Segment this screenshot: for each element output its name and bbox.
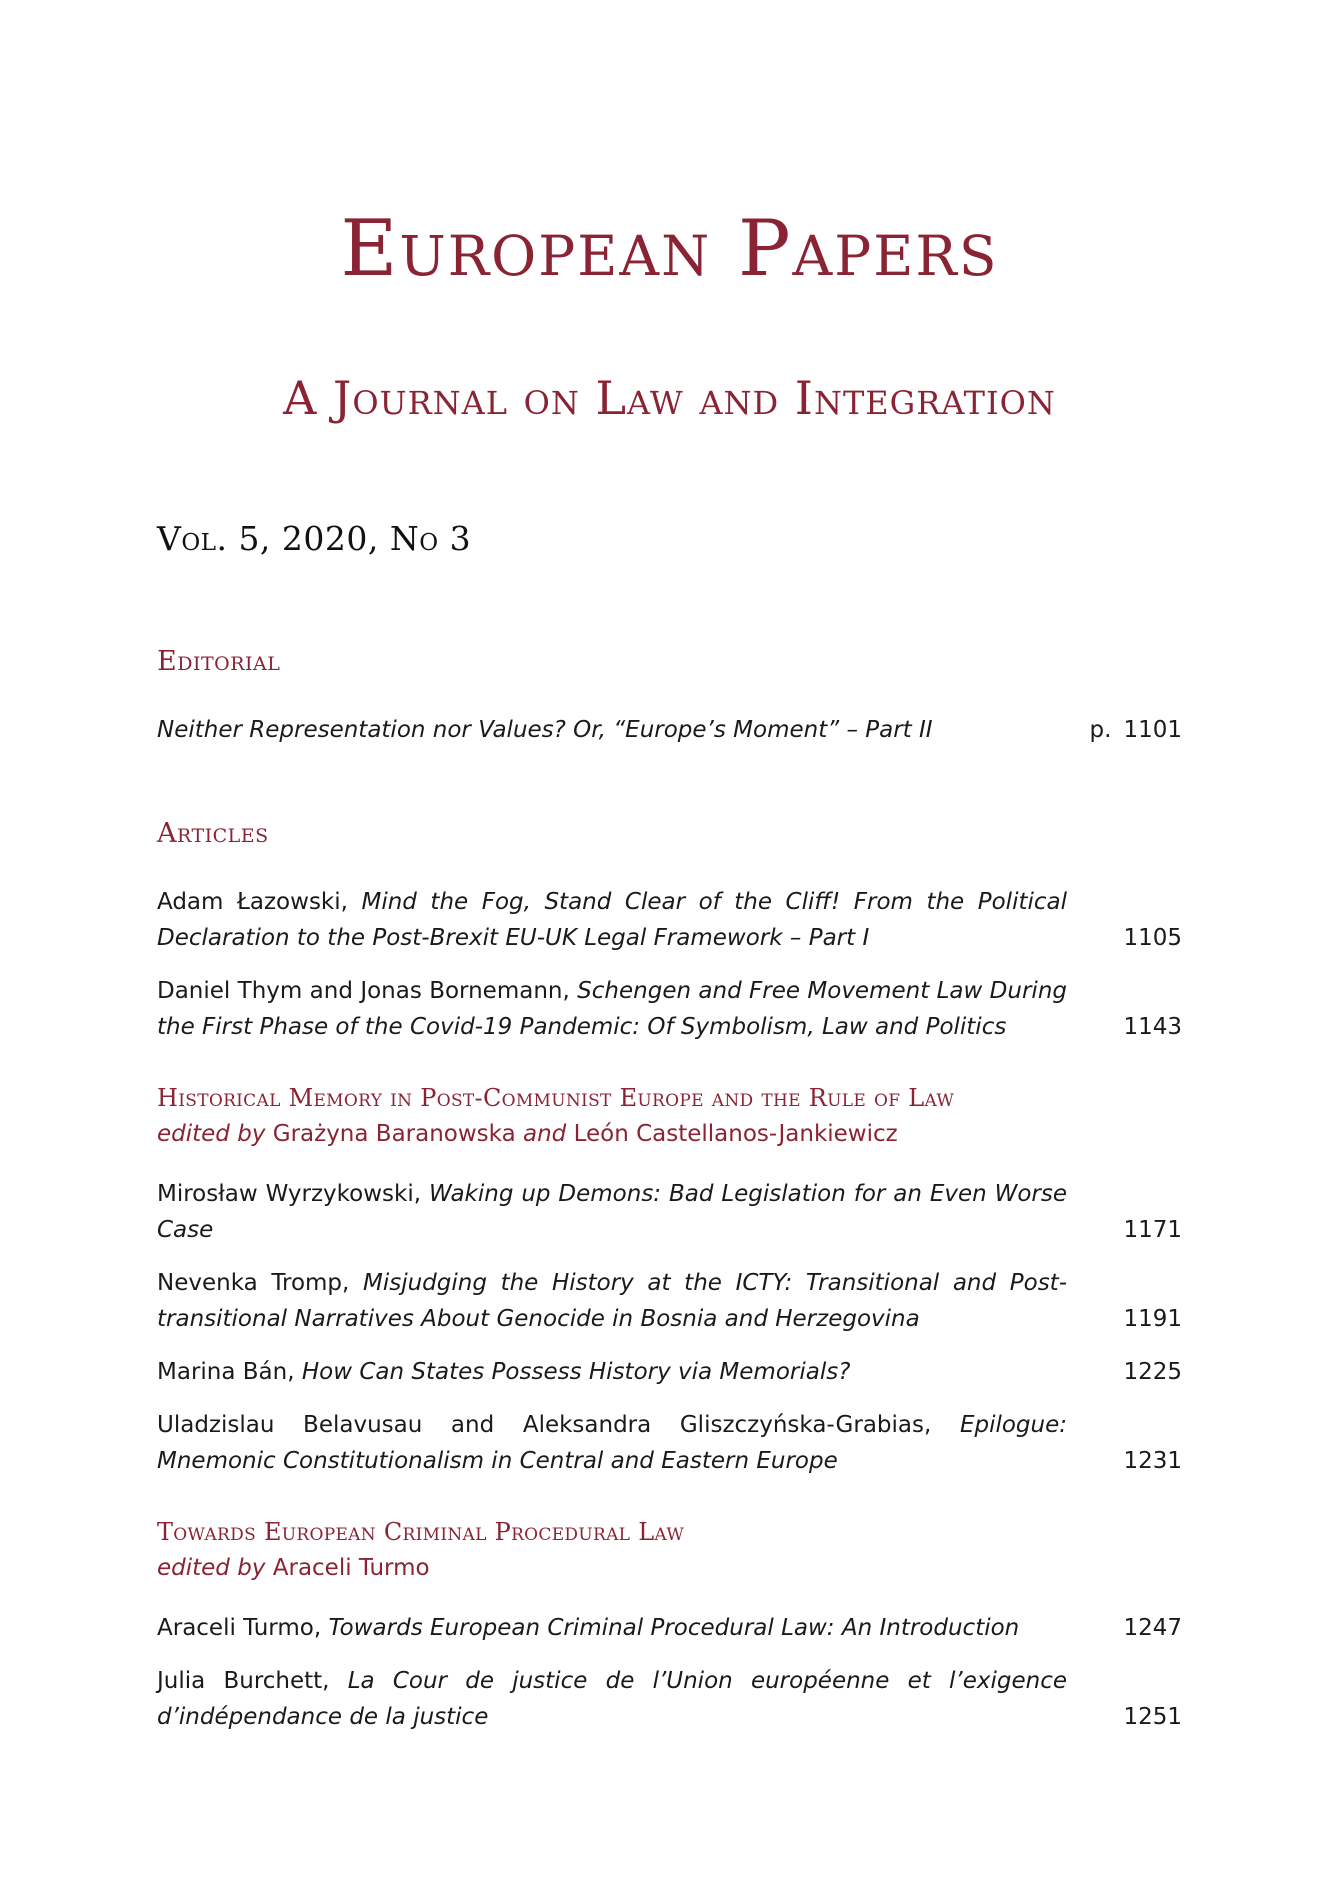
entry-title: Mind the Fog, Stand Clear of the Cliff! From the Political Declaration to the Post-Brexit EU-UK Legal Framework – Part I	[157, 889, 1067, 951]
entry-title: How Can States Possess History via Memorials?	[301, 1359, 851, 1385]
entry-title: Waking up Demons: Bad Legislation for an Even Worse Case	[157, 1181, 1067, 1243]
entry-page	[1090, 712, 1182, 748]
entry-text	[157, 1176, 1067, 1248]
volume-issue: Vol. 5, 2020, No 3	[157, 519, 472, 558]
entry-text	[157, 1663, 1067, 1735]
page-number: 1101	[1123, 717, 1182, 743]
entry-text	[157, 884, 1067, 956]
entry-page: 1247	[1123, 1615, 1182, 1641]
entry-title: Epilogue: Mnemonic Constitutionalism in Central and Eastern Europe	[157, 1412, 1067, 1474]
section-heading-editorial: Editorial	[157, 646, 281, 677]
journal-title: European Papers	[340, 204, 999, 294]
toc-entry[interactable]	[157, 1354, 1182, 1390]
edited-by-label: edited by	[157, 1121, 266, 1147]
entry-page: 1251	[1123, 1704, 1182, 1730]
toc-entry[interactable]	[157, 884, 1182, 956]
entry-text	[157, 973, 1067, 1045]
subsection-title: Towards European Criminal Procedural Law	[157, 1518, 685, 1546]
entry-page: 1191	[1123, 1306, 1182, 1332]
editor-name: Grażyna Baranowska	[272, 1121, 516, 1147]
entry-page: 1231	[1123, 1448, 1182, 1474]
entry-text	[157, 712, 1067, 748]
entry-title: Neither Representation nor Values? Or, “Europe’s Moment” – Part II	[157, 717, 933, 743]
subsection-editors	[157, 1116, 1067, 1152]
toc-entry-editorial[interactable]	[157, 712, 1182, 748]
subsection-historical-memory	[157, 1080, 1067, 1152]
section-heading-articles: Articles	[157, 818, 269, 849]
entry-title: Schengen and Free Movement Law During the First Phase of the Covid-19 Pandemic: Of Symbolism, Law and Politics	[157, 978, 1067, 1040]
entry-page: 1225	[1123, 1359, 1182, 1385]
toc-entry[interactable]	[157, 1176, 1182, 1248]
entry-title: La Cour de justice de l’Union européenne et l’exigence d’indépendance de la justice	[157, 1668, 1067, 1730]
entry-authors: Nevenka Tromp,	[157, 1270, 363, 1296]
toc-entry[interactable]	[157, 1265, 1182, 1337]
entry-authors: Adam Łazowski,	[157, 889, 362, 915]
editor-name: León Castellanos-Jankiewicz	[573, 1121, 898, 1147]
entry-title: Towards European Criminal Procedural Law: An Introduction	[328, 1615, 1020, 1641]
edited-by-label: edited by	[157, 1555, 266, 1581]
entry-authors: Daniel Thym and Jonas Bornemann,	[157, 978, 578, 1004]
entry-authors: Julia Burchett,	[157, 1668, 348, 1694]
subsection-title: Historical Memory in Post-Communist Europe and the Rule of Law	[157, 1084, 955, 1112]
entry-text	[157, 1265, 1067, 1337]
subsection-editors	[157, 1550, 1067, 1586]
entry-page: 1171	[1123, 1217, 1182, 1243]
entry-text	[157, 1407, 1067, 1479]
entry-page: 1143	[1123, 1014, 1182, 1040]
toc-entry[interactable]	[157, 1407, 1182, 1479]
entry-text	[157, 1610, 1067, 1646]
journal-subtitle: A Journal on Law and Integration	[283, 371, 1056, 425]
entry-authors: Marina Bán,	[157, 1359, 302, 1385]
entry-text	[157, 1354, 1067, 1390]
and-label: and	[522, 1121, 567, 1147]
entry-authors: Araceli Turmo,	[157, 1615, 329, 1641]
entry-authors: Uladzislau Belavusau and Aleksandra Gliszczyńska-Grabias,	[157, 1412, 960, 1438]
entry-page: 1105	[1123, 925, 1182, 951]
subsection-criminal-procedural-law	[157, 1514, 1067, 1586]
page-prefix: p.	[1089, 717, 1112, 743]
entry-authors: Mirosław Wyrzykowski,	[157, 1181, 429, 1207]
entry-title: Misjudging the History at the ICTY: Transitional and Post-transitional Narratives About Genocide in Bosnia and Herzegovina	[157, 1270, 1067, 1332]
toc-entry[interactable]	[157, 973, 1182, 1045]
editor-name: Araceli Turmo	[272, 1555, 430, 1581]
toc-entry[interactable]	[157, 1663, 1182, 1735]
toc-entry[interactable]	[157, 1610, 1182, 1646]
